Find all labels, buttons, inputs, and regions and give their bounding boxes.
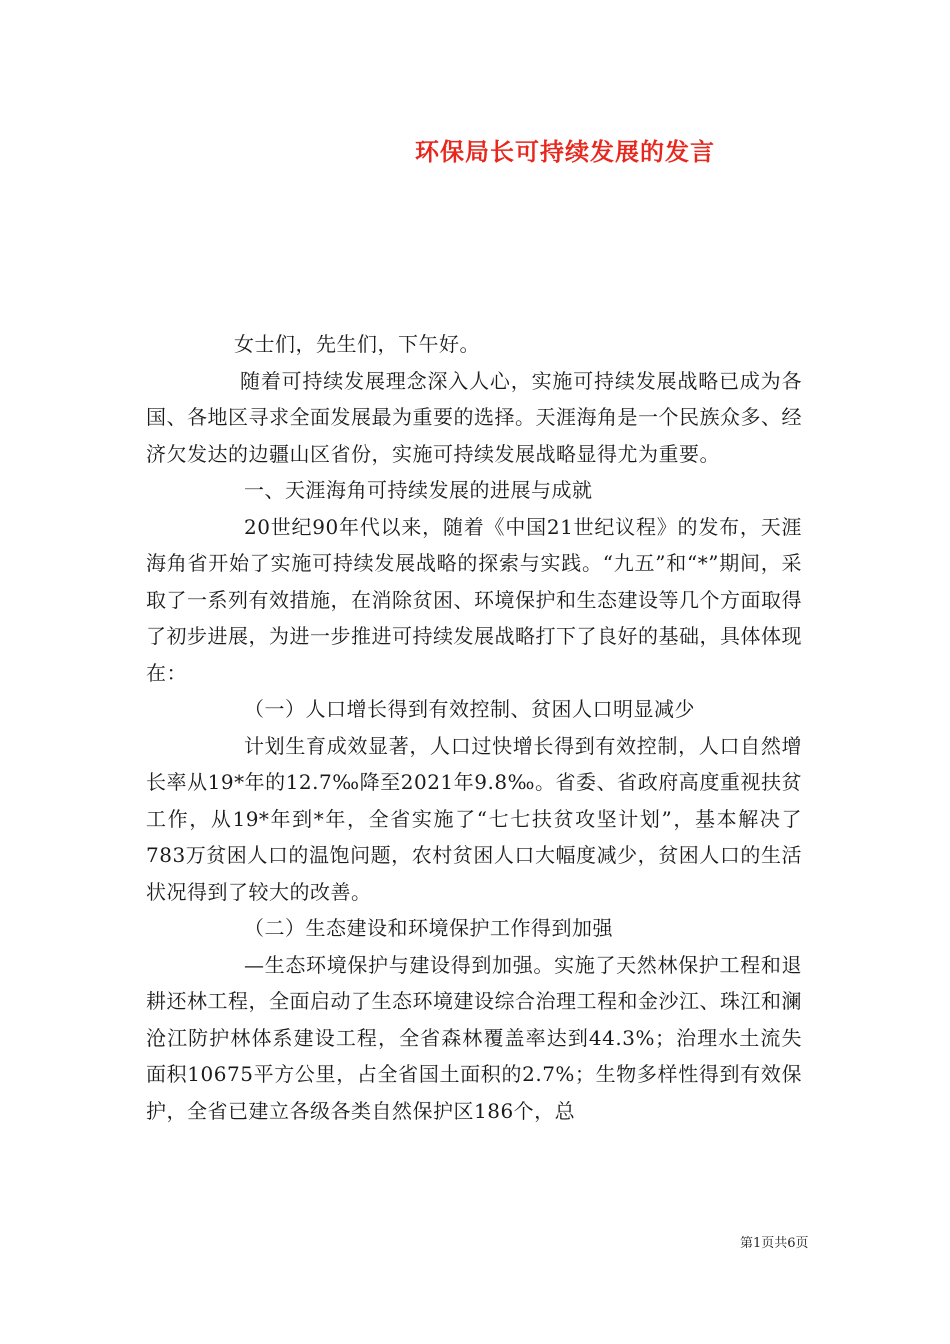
subsection-heading-1: （一）人口增长得到有效控制、贫困人口明显减少 xyxy=(244,697,695,721)
document-body xyxy=(146,326,802,1129)
subsection-paragraph-1: 计划生育成效显著，人口过快增长得到有效控制，人口自然增长率从19*年的12.7‰降至2021年9.8‰。省委、省政府高度重视扶贫工作，从19*年到*年，全省实施了“七七扶贫攻坚计划”，基本解决了783万贫困人口的温饱问题，农村贫困人口大幅度减少，贫困人口的生活状况得到了较大的改善。 xyxy=(146,733,802,904)
section-heading-1: 一、天涯海角可持续发展的进展与成就 xyxy=(244,478,593,502)
greeting-paragraph: 女士们，先生们，下午好。 xyxy=(234,332,480,356)
intro-paragraph: 随着可持续发展理念深入人心，实施可持续发展战略已成为各国、各地区寻求全面发展最为重要的选择。天涯海角是一个民族众多、经济欠发达的边疆山区省份，实施可持续发展战略显得尤为重要。 xyxy=(146,368,802,466)
subsection-heading-2: （二）生态建设和环境保护工作得到加强 xyxy=(244,916,613,940)
section-paragraph-1: 20世纪90年代以来，随着《中国21世纪议程》的发布，天涯海角省开始了实施可持续发展战略的探索与实践。“九五”和“*”期间，采取了一系列有效措施，在消除贫困、环境保护和生态建设等几个方面取得了初步进展，为进一步推进可持续发展战略打下了良好的基础，具体体现在： xyxy=(146,514,802,685)
page-title: 环保局长可持续发展的发言 xyxy=(415,138,715,166)
page-number-footer: 第1页共6页 xyxy=(740,1236,809,1251)
subsection-paragraph-2: —生态环境保护与建设得到加强。实施了天然林保护工程和退耕还林工程，全面启动了生态环境建设综合治理工程和金沙江、珠江和澜沧江防护林体系建设工程，全省森林覆盖率达到44.3%；治理水土流失面积10675平方公里，占全省国土面积的2.7%；生物多样性得到有效保护，全省已建立各级各类自然保护区186个，总 xyxy=(146,952,802,1123)
